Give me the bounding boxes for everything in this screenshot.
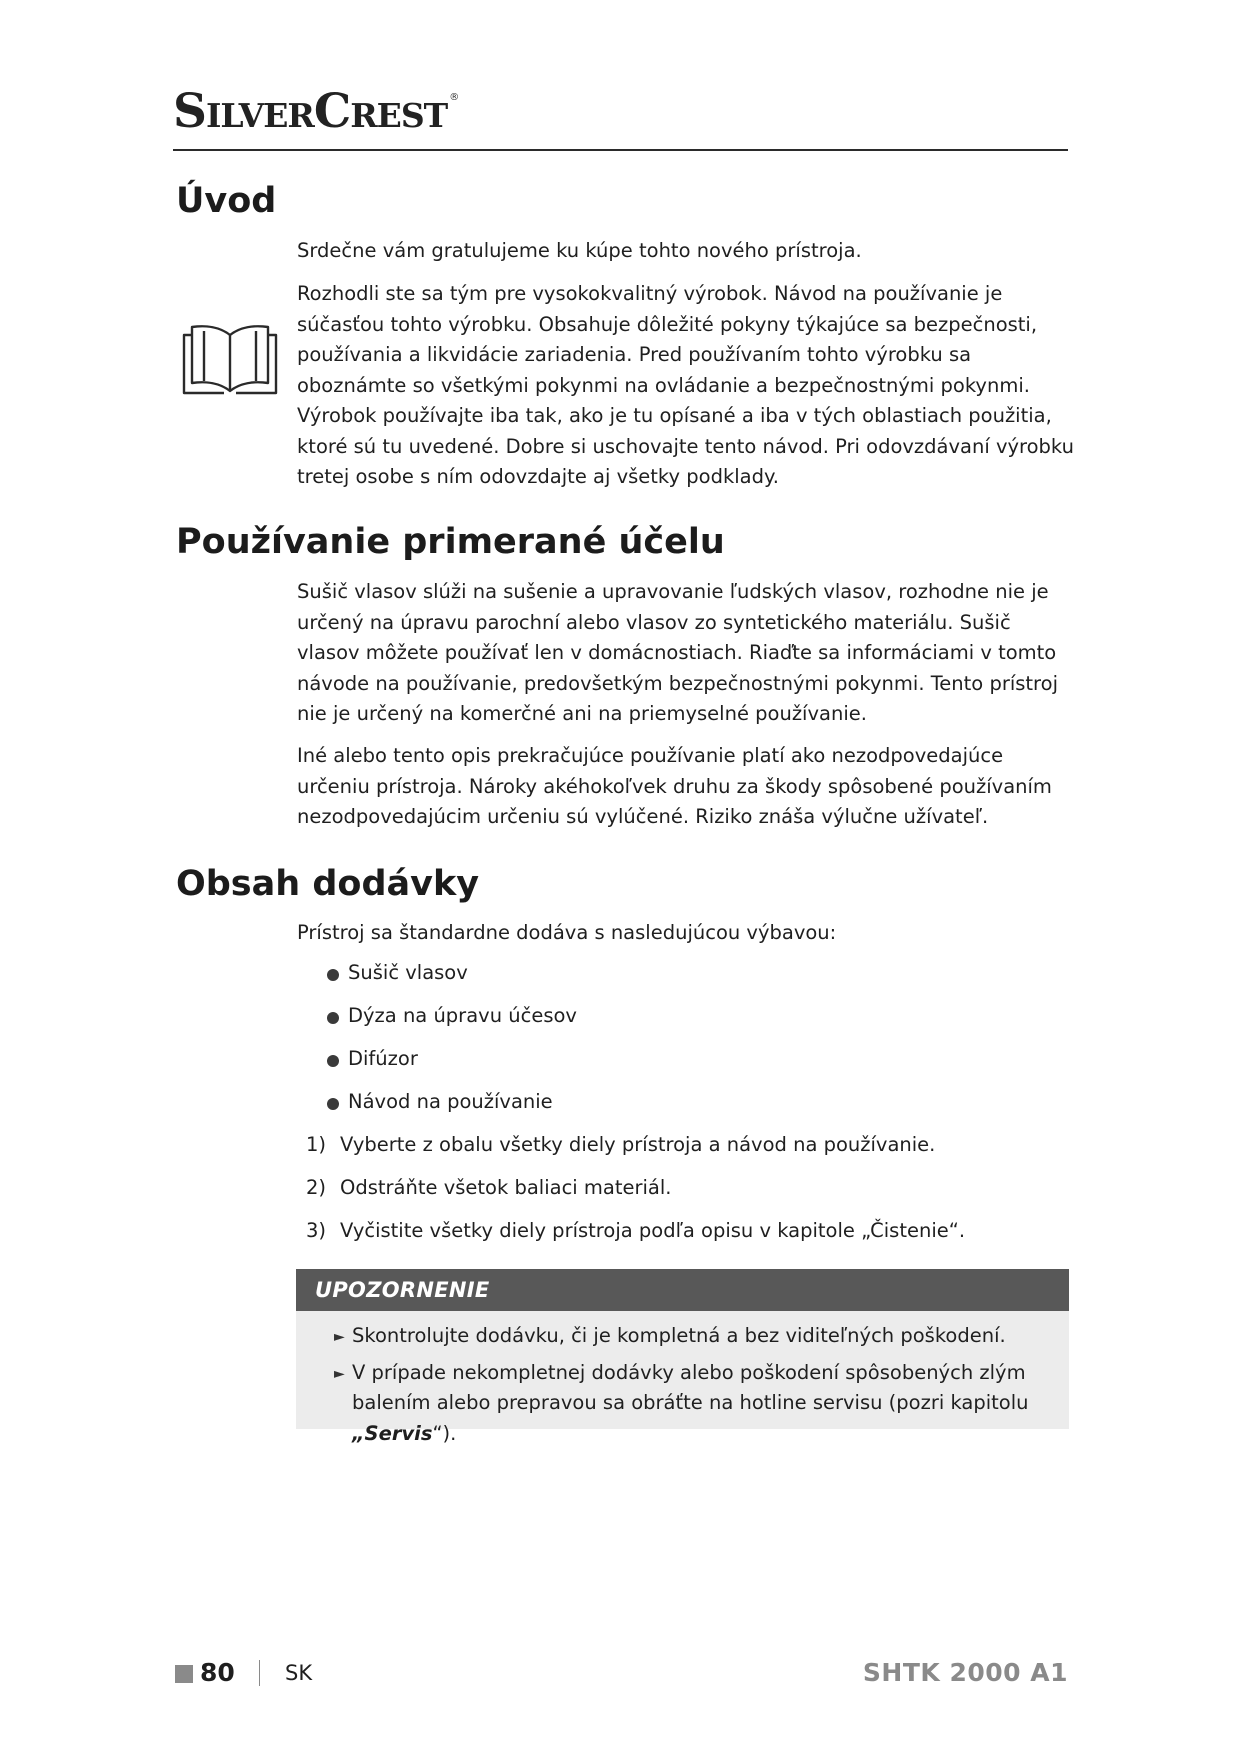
list-item (327, 1090, 577, 1133)
list-item (327, 961, 577, 1004)
step-text: Vyčistite všetky diely prístroja podľa opisu v kapitole „Čistenie“. (340, 1219, 966, 1242)
list-item (327, 1047, 577, 1090)
book-icon (180, 315, 280, 399)
unpacking-steps (306, 1133, 965, 1262)
notice-items (296, 1311, 1069, 1449)
bullet-icon (327, 1098, 339, 1110)
contents-lead-block (297, 918, 1077, 949)
arrow-right-icon: ► (334, 1329, 345, 1345)
header-rule (173, 149, 1068, 151)
list-item-label: Difúzor (348, 1047, 418, 1070)
contents-lead: Prístroj sa štandardne dodáva s nasledujúcou výbavou: (297, 921, 837, 944)
brand-registered-mark: ® (449, 92, 460, 103)
section-title-intro: Úvod (176, 181, 277, 221)
step-text: Vyberte z obalu všetky diely prístroja a návod na používanie. (340, 1133, 936, 1156)
notice-item-text-end: “). (432, 1421, 457, 1445)
servis-reference: „Servis (352, 1421, 433, 1445)
contents-list (327, 961, 577, 1133)
list-item-label: Dýza na úpravu účesov (348, 1004, 577, 1027)
notice-item (334, 1321, 1069, 1353)
bullet-icon (327, 969, 339, 981)
intro-body (297, 236, 1077, 267)
step-item (306, 1219, 965, 1262)
step-number: 3) (306, 1219, 327, 1242)
step-number: 1) (306, 1133, 327, 1156)
notice-title: UPOZORNENIE (296, 1269, 1069, 1311)
intended-use-body (297, 577, 1077, 730)
brand-logo (173, 84, 460, 140)
section-title-contents: Obsah dodávky (176, 864, 480, 904)
notice-box (296, 1269, 1069, 1445)
notice-item-text-start: V prípade nekompletnej dodávky alebo poškodení spôsobených zlým balením alebo prepravou sa obráťte na hotline servisu (pozri kapitolu (352, 1360, 1029, 1414)
intro-paragraph-1: Srdečne vám gratulujeme ku kúpe tohto nového prístroja. (297, 239, 862, 262)
bullet-icon (327, 1055, 339, 1067)
list-item (327, 1004, 577, 1047)
list-item-label: Návod na používanie (348, 1090, 553, 1113)
page-number: 80 (200, 1658, 235, 1687)
square-icon (175, 1665, 193, 1683)
step-number: 2) (306, 1176, 327, 1199)
list-item-label: Sušič vlasov (348, 961, 468, 984)
intended-use-paragraph-2: Iné alebo tento opis prekračujúce používanie platí ako nezodpovedajúce určeniu prístroja. Nároky akéhokoľvek druhu za škody spôsobené používaním nezodpovedajúcim určeniu sú vylúčené. Riziko znáša výlučne užívateľ. (297, 744, 1052, 828)
brand-name: SilverCrest (173, 84, 448, 139)
model-number: SHTK 2000 A1 (862, 1658, 1068, 1687)
intended-use-body-2 (297, 741, 1077, 833)
step-item (306, 1133, 965, 1176)
section-title-intended-use: Používanie primerané účelu (176, 522, 725, 562)
bullet-icon (327, 1012, 339, 1024)
intro-body-2 (297, 279, 1077, 493)
notice-item-text: Skontrolujte dodávku, či je kompletná a bez viditeľných poškodení. (352, 1324, 1006, 1347)
footer-divider (259, 1660, 260, 1686)
language-code: SK (285, 1661, 313, 1685)
notice-item (334, 1358, 1069, 1450)
step-text: Odstráňte všetok baliaci materiál. (340, 1176, 672, 1199)
page-footer (0, 1658, 1241, 1692)
step-item (306, 1176, 965, 1219)
intended-use-paragraph-1: Sušič vlasov slúži na sušenie a upravovanie ľudských vlasov, rozhodne nie je určený na úpravu parochní alebo vlasov zo syntetického materiálu. Sušič vlasov môžete používať len v domácnostiach. Riaďte sa informáciami v tomto návode na používanie, predovšetkým bezpečnostnými pokynmi. Tento prístroj nie je určený na komerčné ani na priemyselné používanie. (297, 580, 1058, 725)
notice-item-text (352, 1358, 1069, 1450)
intro-paragraph-2: Rozhodli ste sa tým pre vysokokvalitný výrobok. Návod na používanie je súčasťou tohto výrobku. Obsahuje dôležité pokyny týkajúce sa bezpečnosti, používania a likvidácie zariadenia. Pred používaním tohto výrobku sa oboznámte so všetkými pokynmi na ovládanie a bezpečnostnými pokynmi. Výrobok používajte iba tak, ako je tu opísané a iba v tých oblastiach použitia, ktoré sú tu uvedené. Dobre si uschovajte tento návod. Pri odovzdávaní výrobku tretej osobe s ním odovzdajte aj všetky podklady. (297, 282, 1074, 488)
arrow-right-icon: ► (334, 1365, 345, 1382)
